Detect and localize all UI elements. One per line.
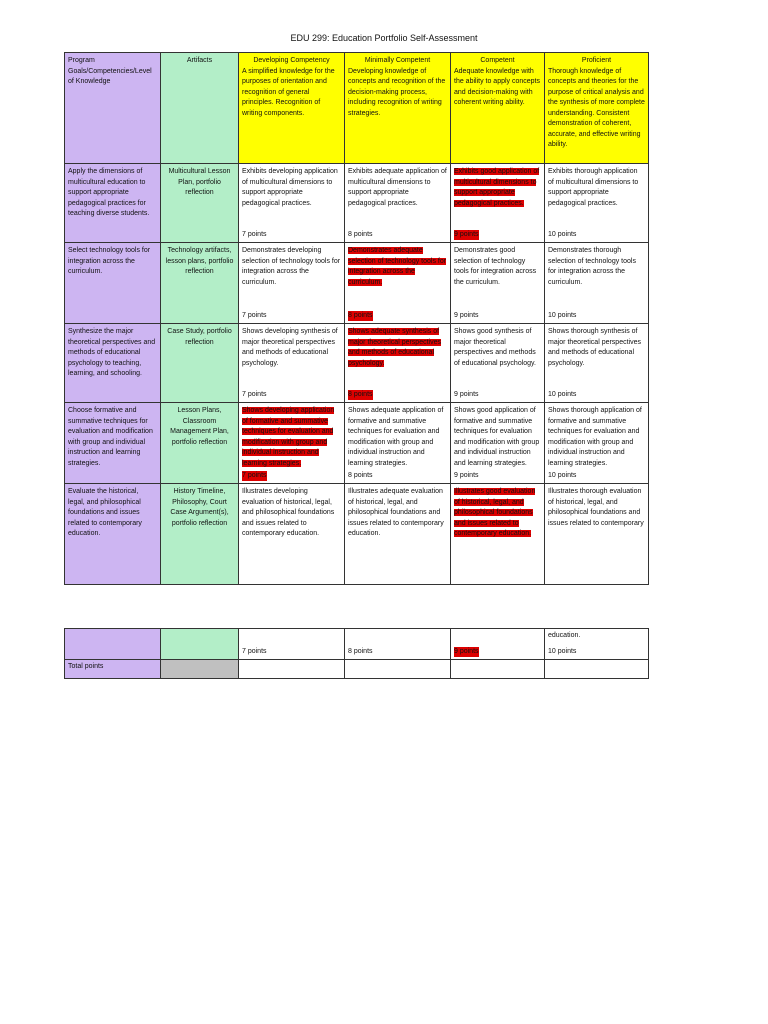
total-label: Total points [65, 660, 161, 679]
points-label: 10 points [548, 311, 577, 319]
cell-text: Exhibits adequate application of multicultural dimensions to support appropriate pedagogical practices. [348, 168, 447, 207]
table-row [65, 324, 649, 403]
rubric-cell [239, 243, 345, 324]
cell-text: Demonstrates adequate selection of technology tools for integration across the curriculum. [348, 247, 447, 286]
rubric-cell [545, 484, 649, 585]
rubric-cell [239, 629, 345, 660]
points-label: 8 points [348, 311, 373, 322]
table-row [65, 243, 649, 324]
points-label: 7 points [242, 230, 267, 238]
rubric-cell-selected [451, 164, 545, 243]
points-label: 10 points [548, 647, 577, 655]
points-label: 9 points [454, 471, 479, 479]
cell-text: Shows thorough synthesis of major theoretical perspectives and methods of educational psychology. [548, 328, 641, 367]
points-label: 7 points [242, 471, 267, 482]
rubric-cell [345, 403, 451, 484]
points-label: 7 points [242, 647, 267, 655]
points-label: 9 points [454, 647, 479, 658]
table-row [65, 629, 649, 660]
points-label: 7 points [242, 390, 267, 398]
rubric-cell [451, 403, 545, 484]
table-row [65, 164, 649, 243]
rubric-cell [545, 164, 649, 243]
points-label: 10 points [548, 390, 577, 398]
level-name: Proficient [581, 57, 612, 64]
cell-text: Demonstrates developing selection of technology tools for integration across the curriculum. [242, 247, 341, 286]
rubric-table [64, 52, 649, 585]
cell-text: Demonstrates good selection of technology tools for integration across the curriculum. [454, 247, 537, 286]
rubric-cell [545, 324, 649, 403]
goal-header: Program Goals/Competencies/Level of Knowledge [65, 53, 161, 164]
points-label: 10 points [548, 230, 577, 238]
level-desc: A simplified knowledge for the purposes of orientation and recognition of general principles. Recognition of writing components. [242, 67, 335, 117]
points-label: 8 points [348, 390, 373, 401]
table-row [65, 403, 649, 484]
rubric-cell [345, 164, 451, 243]
rubric-cell [345, 629, 451, 660]
rubric-table-continued [64, 628, 649, 679]
level-name: Developing Competency [253, 57, 330, 64]
cell-text: Shows adequate synthesis of major theoretical perspectives and methods of educational psychology. [348, 328, 441, 367]
rubric-cell [239, 484, 345, 585]
artifact-cell: Technology artifacts, lesson plans, portfolio reflection [161, 243, 239, 324]
goal-cell: Choose formative and summative techniques for evaluation and modification with group and individual instruction and learning strategies. [65, 403, 161, 484]
cell-text: Exhibits good application of multicultural dimensions to support appropriate pedagogical practices. [454, 168, 540, 207]
rubric-cell [451, 243, 545, 324]
cell-text: Illustrates adequate evaluation of historical, legal, and philosophical foundations and issues related to contemporary education. [348, 488, 444, 537]
goal-cell: Apply the dimensions of multicultural education to support appropriate pedagogical practices for teaching diverse students. [65, 164, 161, 243]
points-label: 10 points [548, 471, 577, 479]
cell-text: Exhibits developing application of multicultural dimensions to support appropriate pedagogical practices. [242, 168, 338, 207]
total-cell [239, 660, 345, 679]
artifact-cell: Multicultural Lesson Plan, portfolio reflection [161, 164, 239, 243]
cell-text: Exhibits thorough application of multicultural dimensions to support appropriate pedagogical practices. [548, 168, 639, 207]
rubric-cell [239, 164, 345, 243]
cell-text: Shows good application of formative and summative techniques for evaluation and modification with group and individual instruction and learning strategies. [454, 407, 540, 467]
points-label: 9 points [454, 230, 479, 241]
points-label: 8 points [348, 647, 373, 655]
rubric-cell [451, 324, 545, 403]
rubric-cell-selected [345, 324, 451, 403]
points-label: 9 points [454, 390, 479, 398]
table-row [65, 484, 649, 585]
level-name: Competent [480, 57, 515, 64]
cell-text: Shows developing synthesis of major theoretical perspectives and methods of educational psychology. [242, 328, 338, 367]
header-row [65, 53, 649, 164]
level-header-proficient [545, 53, 649, 164]
total-row [65, 660, 649, 679]
rubric-cell-selected [451, 484, 545, 585]
total-cell [161, 660, 239, 679]
level-header-developing [239, 53, 345, 164]
cell-text: Demonstrates thorough selection of technology tools for integration across the curriculum. [548, 247, 636, 286]
points-label: 9 points [454, 311, 479, 319]
goal-cell: Select technology tools for integration across the curriculum. [65, 243, 161, 324]
goal-cell: Evaluate the historical, legal, and philosophical foundations and issues related to contemporary education. [65, 484, 161, 585]
rubric-cell-selected [345, 243, 451, 324]
cell-text: Shows good synthesis of major theoretical perspectives and methods of educational psychology. [454, 328, 536, 367]
level-name: Minimally Competent [364, 57, 431, 64]
rubric-cell [345, 484, 451, 585]
total-cell [345, 660, 451, 679]
cell-text: Shows adequate application of formative and summative techniques for evaluation and modification with group and individual instruction and learning strategies. [348, 407, 444, 467]
artifacts-header: Artifacts [161, 53, 239, 164]
cell-text: Shows thorough application of formative and summative techniques for evaluation and modification with group and individual instruction and learning strategies. [548, 407, 642, 467]
points-label: 8 points [348, 471, 373, 479]
goal-cell [65, 629, 161, 660]
level-header-competent [451, 53, 545, 164]
level-header-minimal [345, 53, 451, 164]
rubric-cell-selected [451, 629, 545, 660]
level-desc: Adequate knowledge with the ability to apply concepts and decision-making with coherent writing ability. [454, 67, 540, 106]
total-cell [451, 660, 545, 679]
artifact-cell: History Timeline, Philosophy, Court Case Argument(s), portfolio reflection [161, 484, 239, 585]
rubric-cell-selected [239, 403, 345, 484]
points-label: 7 points [242, 311, 267, 319]
document-title: EDU 299: Education Portfolio Self-Assessment [290, 33, 478, 43]
rubric-cell [545, 243, 649, 324]
level-desc: Thorough knowledge of concepts and theories for the purpose of critical analysis and the synthesis of more complete understanding. Consistent demonstration of coherent, accurate, and effective writing ability. [548, 67, 645, 148]
points-label: 8 points [348, 230, 373, 238]
artifact-cell [161, 629, 239, 660]
level-desc: Developing knowledge of concepts and recognition of the decision-making process, including recognition of writing strategies. [348, 67, 446, 117]
rubric-cell [239, 324, 345, 403]
cell-text: education. [548, 632, 581, 639]
cell-text: Shows developing application of formative and summative techniques for evaluation and modification with group and individual instruction and learning strategies. [242, 407, 335, 467]
total-cell [545, 660, 649, 679]
artifact-cell: Lesson Plans, Classroom Management Plan, portfolio reflection [161, 403, 239, 484]
rubric-cell [545, 403, 649, 484]
cell-text: Illustrates developing evaluation of historical, legal, and philosophical foundations and issues related to contemporary education. [242, 488, 335, 537]
rubric-cell [545, 629, 649, 660]
goal-cell: Synthesize the major theoretical perspectives and methods of educational psychology to teaching, learning, and schooling. [65, 324, 161, 403]
cell-text: Illustrates thorough evaluation of historical, legal, and philosophical foundations and issues related to contemporary [548, 488, 644, 527]
cell-text: Illustrates good evaluation of historical, legal, and philosophical foundations and issues related to contemporary education. [454, 488, 536, 537]
artifact-cell: Case Study, portfolio reflection [161, 324, 239, 403]
